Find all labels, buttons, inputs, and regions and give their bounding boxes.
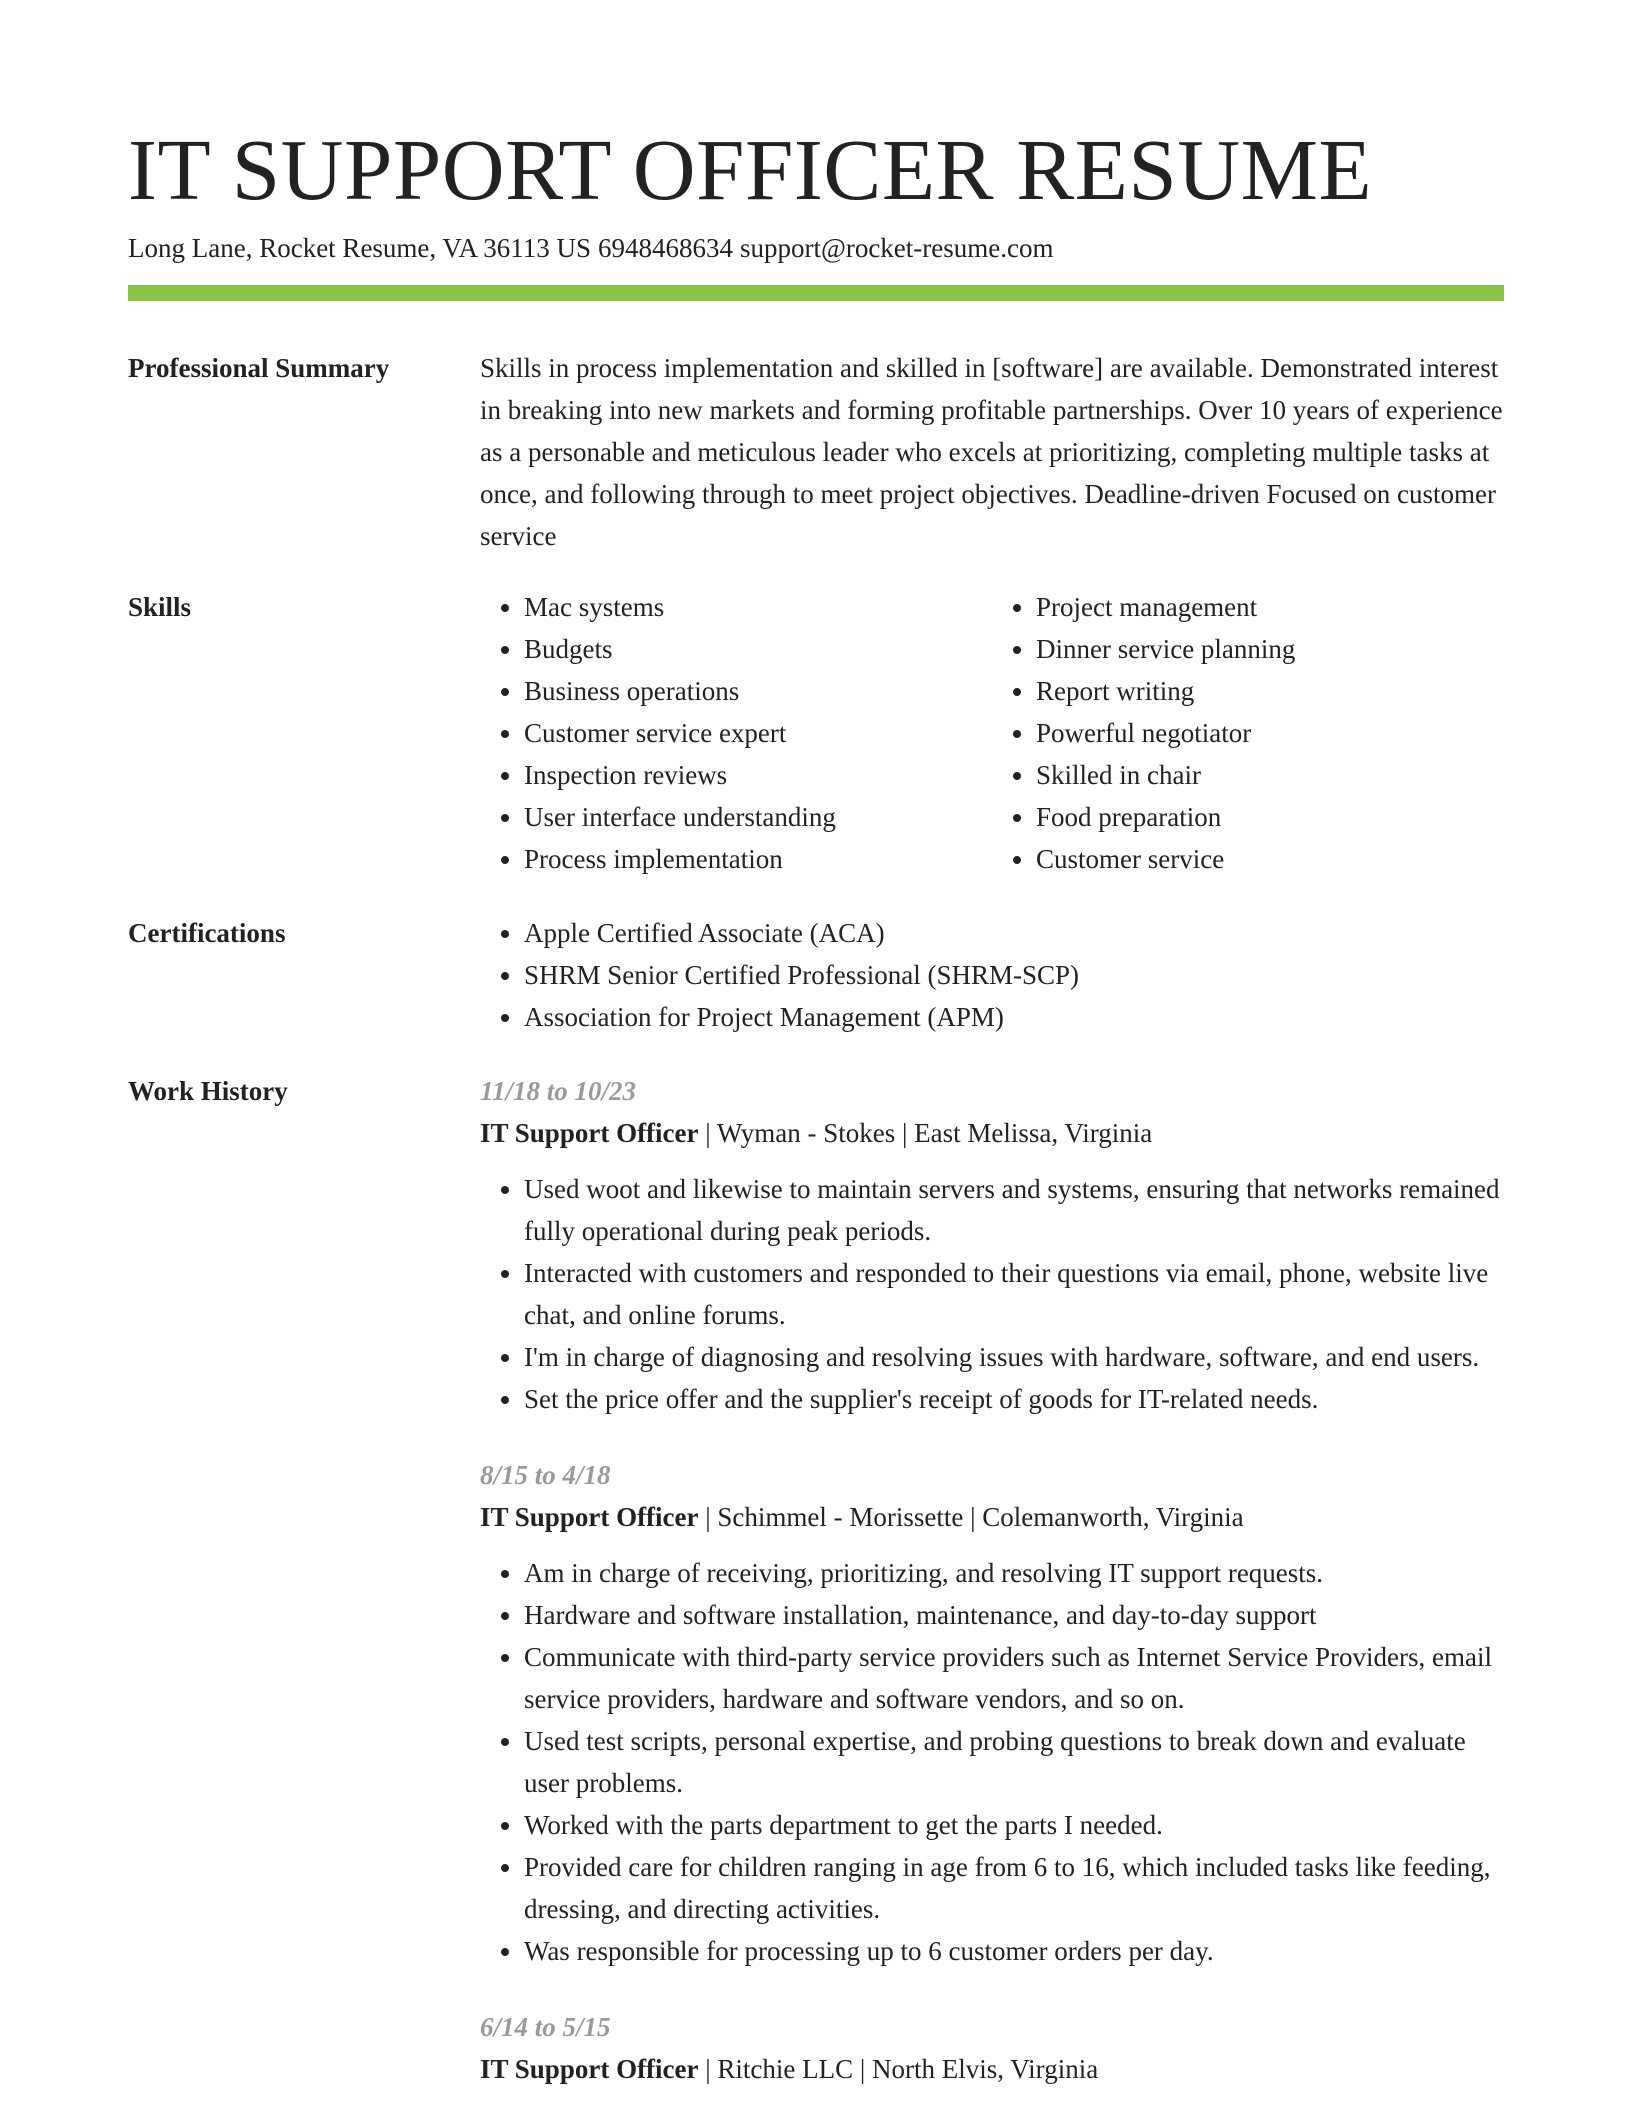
skill-item: • Project management <box>1036 586 1504 628</box>
skills-list-right <box>992 586 1504 880</box>
resume-title: IT SUPPORT OFFICER RESUME <box>128 121 1373 218</box>
job-bullet: • Provided care for children ranging in age from 6 to 16, which included tasks like feeding, dressing, and directing activities. <box>524 1846 1504 1930</box>
job-employer: | Ritchie LLC | North Elvis, Virginia <box>698 2054 1099 2084</box>
certifications-list <box>480 912 1504 1038</box>
skill-item: • Report writing <box>1036 670 1504 712</box>
job-employer: | Wyman - Stokes | East Melissa, Virginia <box>698 1118 1153 1148</box>
skill-item: • Skilled in chair <box>1036 754 1504 796</box>
job-bullet: • Used woot and likewise to maintain servers and systems, ensuring that networks remained fully operational during peak periods. <box>524 1168 1504 1252</box>
job-title: IT Support Officer <box>480 1118 699 1148</box>
job-dates: 11/18 to 10/23 <box>480 1076 637 1106</box>
job-bullet: • Hardware and software installation, maintenance, and day-to-day support <box>524 1594 1504 1636</box>
job-bullet: • Communicate with third-party service providers such as Internet Service Providers, email service providers, hardware and software vendors, and so on. <box>524 1636 1504 1720</box>
certification-item: • Association for Project Management (APM) <box>524 996 1504 1038</box>
section-label: Professional Summary <box>128 353 390 383</box>
skill-item: • Food preparation <box>1036 796 1504 838</box>
section-label: Skills <box>128 592 192 622</box>
job-bullets <box>480 1552 1504 1972</box>
job-bullet: • Am in charge of receiving, prioritizing, and resolving IT support requests. <box>524 1552 1504 1594</box>
job-bullet: • Set the price offer and the supplier's receipt of goods for IT-related needs. <box>524 1378 1504 1420</box>
job-entry <box>480 2006 1504 2090</box>
skill-item: • Powerful negotiator <box>1036 712 1504 754</box>
skill-item: • Customer service <box>1036 838 1504 880</box>
job-entry <box>480 1454 1504 1972</box>
section-label: Work History <box>128 1076 288 1106</box>
job-title: IT Support Officer <box>480 2054 699 2084</box>
section-label: Certifications <box>128 918 286 948</box>
skill-item: • Customer service expert <box>524 712 992 754</box>
skill-item: • Business operations <box>524 670 992 712</box>
skill-item: • User interface understanding <box>524 796 992 838</box>
job-dates: 6/14 to 5/15 <box>480 2012 611 2042</box>
job-title-line <box>480 1112 1504 1154</box>
work-history-body <box>480 1070 1504 2124</box>
job-title-line <box>480 1496 1504 1538</box>
contact-phone: 6948468634 <box>597 233 733 263</box>
skill-item: • Mac systems <box>524 586 992 628</box>
skill-item: • Process implementation <box>524 838 992 880</box>
job-title: IT Support Officer <box>480 1502 699 1532</box>
skills-list-left <box>480 586 992 880</box>
skills-columns <box>480 586 1504 880</box>
job-entry <box>480 1070 1504 1420</box>
summary-text: Skills in process implementation and skilled in [software] are available. Demonstrated interest in breaking into new markets and forming profitable partnerships. Over 10 years of experience as a personable and meticulous leader who excels at prioritizing, completing multiple tasks at once, and following through to meet project objectives. Deadline-driven Focused on customer service <box>480 353 1503 551</box>
job-dates: 8/15 to 4/18 <box>480 1460 611 1490</box>
header-divider <box>128 285 1504 301</box>
skill-item: • Budgets <box>524 628 992 670</box>
job-bullet: • Was responsible for processing up to 6 customer orders per day. <box>524 1930 1504 1972</box>
contact-email: support@rocket-resume.com <box>739 233 1054 263</box>
skill-item: • Dinner service planning <box>1036 628 1504 670</box>
skill-item: • Inspection reviews <box>524 754 992 796</box>
job-bullet: • Interacted with customers and responded to their questions via email, phone, website live chat, and online forums. <box>524 1252 1504 1336</box>
job-bullet: • I'm in charge of diagnosing and resolving issues with hardware, software, and end users. <box>524 1336 1504 1378</box>
job-employer: | Schimmel - Morissette | Colemanworth, Virginia <box>698 1502 1244 1532</box>
contact-address: Long Lane, Rocket Resume, VA 36113 US <box>128 233 591 263</box>
job-bullet: • Worked with the parts department to get the parts I needed. <box>524 1804 1504 1846</box>
contact-line <box>128 230 1054 266</box>
job-bullet: • Used test scripts, personal expertise, and probing questions to break down and evaluate user problems. <box>524 1720 1504 1804</box>
job-title-line <box>480 2048 1504 2090</box>
job-bullets <box>480 1168 1504 1420</box>
certification-item: • SHRM Senior Certified Professional (SHRM-SCP) <box>524 954 1504 996</box>
certifications-body <box>480 912 1504 1038</box>
certification-item: • Apple Certified Associate (ACA) <box>524 912 1504 954</box>
